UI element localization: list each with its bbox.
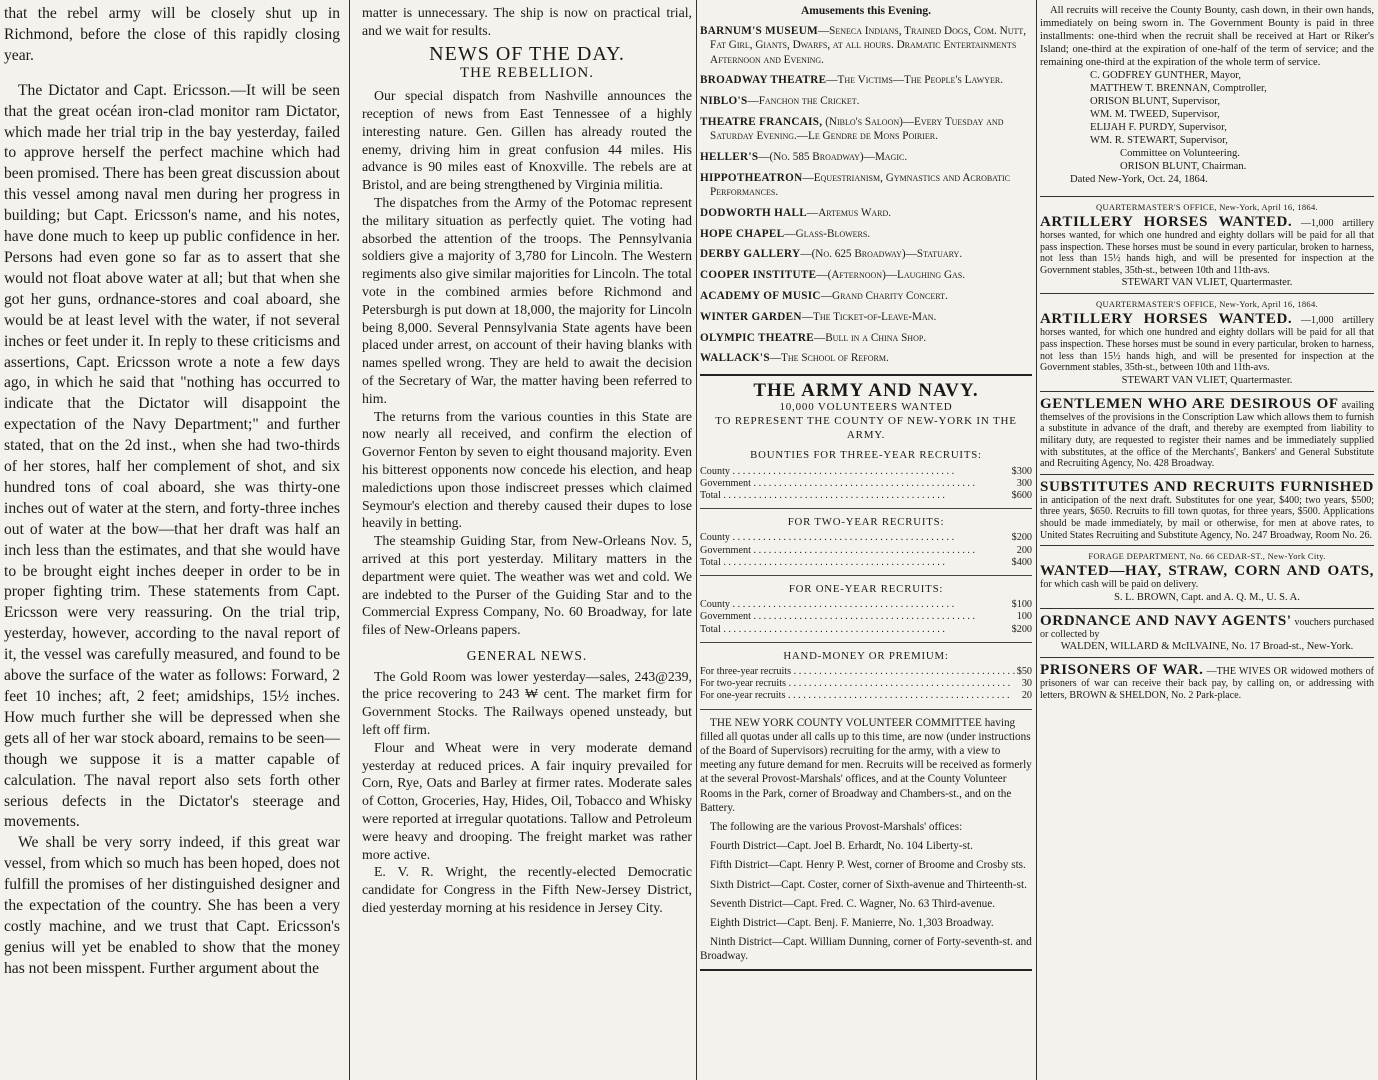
ad-title: WANTED—HAY, STRAW, CORN AND OATS, bbox=[1040, 563, 1374, 580]
bounty-row bbox=[700, 690, 1032, 702]
ad-signature: WALDEN, WILLARD & McILVAINE, No. 17 Broad-st., New-York. bbox=[1060, 641, 1354, 653]
army-navy-subtitle: 10,000 VOLUNTEERS WANTED bbox=[779, 400, 953, 413]
ad-body bbox=[1040, 563, 1374, 591]
amusement-listing bbox=[700, 94, 1032, 108]
bounty-row bbox=[700, 478, 1032, 490]
bounty-row bbox=[700, 490, 1032, 502]
ad-title: PRISONERS OF WAR. bbox=[1040, 662, 1204, 679]
army-navy-body bbox=[700, 716, 1032, 964]
bounty-amount: $200 bbox=[1011, 623, 1032, 635]
advertisement bbox=[1040, 608, 1374, 658]
amusement-venue: BARNUM'S MUSEUM bbox=[700, 25, 818, 38]
bounty-amount: $50 bbox=[1016, 666, 1032, 678]
signatory: C. GODFREY GUNTHER, Mayor, bbox=[1090, 70, 1242, 81]
amusement-listing bbox=[700, 268, 1032, 282]
editorial-column bbox=[4, 4, 340, 1078]
bounty-amount: $600 bbox=[1011, 490, 1032, 501]
bounty-amount: 20 bbox=[1021, 690, 1032, 702]
ad-text: availing themselves of the provisions in the Conscription Law which allows them to furnish a substitute in advance of the draft, and thereby are exempted from liability to military duty, are requested to register their names and be immediately supplied with substitutes, at the office of the Merchants', Bankers' and General Substitute and Recruiting Agency, No. 428 Broadway. bbox=[1040, 399, 1375, 470]
amusement-venue: OLYMPIC THEATRE bbox=[700, 331, 815, 344]
amusement-detail: —The Ticket-of-Leave-Man. bbox=[801, 310, 937, 323]
editorial-paragraph: The Dictator and Capt. Ericsson.—It will be seen that the great océan iron-clad monitor ram Dictator, which made her trial trip in the bay yesterday, failed to approve herself the perfect machine which had been promised. There has been great discussion about this vessel among naval men during her progress in building; but Capt. Ericsson's name, and his notes, have done much to keep up public confidence in her. Persons had even gone so far as to assert that she would not float above water at all; but that when she got her guns, ordnance-stores and coal aboard, she would be at least level with the water, if not several inches or feet under it. In reply to these criticisms and assertions, Capt. Ericsson wrote a note a few days ago, in which he said that "nothing has occurred to indicate that the Dictator will disappoint the expectation of the Navy Department;" and further stated, that on the 2d inst., when she had two-thirds of her stores, half her complement of shot, and six hundred tons of coal aboard, she was thirty-one inches out of water at the stern, and forty-three inches out of water at the bow—that her draft was half an inch less than the estimates, and that she would have to be brought eight inches deeper in order to be in proper fighting trim. These statements from Capt. Ericsson were very reassuring. On the trial trip, yesterday, however, according to the naval report of it, the vessel was carefully measured, and found to be above the surface of the water as follows: Forward, 2 feet 10 inches; aft, 2 feet; amidships, 15½ inches. How much further she will be depressed when she gets all of her war stock aboard, remains to be seen—though we suppose it is a matter capable of calculation. The naval report also sets forth other serious defects in the Dictator's steerage and movements. bbox=[4, 81, 341, 831]
bounty-row bbox=[700, 611, 1032, 623]
bounty-label: Government . . . . . . . . . . . . . . . . . . . . . . . . . . . . . . . . . . . . . . . . . . . . bbox=[700, 544, 976, 556]
ad-body bbox=[1040, 214, 1374, 276]
amusement-listing bbox=[700, 171, 1032, 199]
amusement-venue: DODWORTH HALL bbox=[700, 206, 808, 219]
bounty-row bbox=[700, 599, 1032, 611]
amusement-listing bbox=[700, 73, 1032, 87]
news-subheading: THE REBELLION. bbox=[460, 65, 594, 82]
amusements-army-column bbox=[700, 4, 1032, 1078]
bounty-heading: FOR ONE-YEAR RECRUITS: bbox=[788, 583, 944, 596]
bounty-label: Government . . . . . . . . . . . . . . . . . . . . . . . . . . . . . . . . . . . . . . . . . . . . bbox=[700, 477, 976, 489]
news-column bbox=[362, 4, 692, 1078]
army-paragraph: Eighth District—Capt. Benj. F. Manierre, No. 1,303 Broadway. bbox=[710, 917, 994, 930]
bounty-amount: $100 bbox=[1011, 599, 1032, 611]
amusement-detail: —Artemus Ward. bbox=[807, 206, 892, 219]
amusements-title: Amusements this Evening. bbox=[800, 5, 932, 17]
army-navy-section bbox=[700, 374, 1032, 971]
amusement-venue: BROADWAY THEATRE bbox=[700, 74, 827, 87]
news-heading: NEWS OF THE DAY. bbox=[429, 42, 625, 65]
amusement-venue: THEATRE FRANCAIS, bbox=[700, 116, 823, 128]
bounty-label: Total . . . . . . . . . . . . . . . . . . . . . . . . . . . . . . . . . . . . . . . . . . . . bbox=[700, 623, 945, 635]
signatory: WM. R. STEWART, Supervisor, bbox=[1090, 135, 1228, 146]
column-rule bbox=[1036, 0, 1037, 1080]
advertisement bbox=[1040, 391, 1374, 474]
news-paragraph: The Gold Room was lower yesterday—sales, 243@239, the price recovering to 243 ₩ cent. The market firm for Government Stocks. The Railways opened unsteady, but left off firm. bbox=[362, 668, 692, 738]
amusement-detail: —Glass-Blowers. bbox=[784, 227, 871, 240]
ad-signature: STEWART VAN VLIET, Quartermaster. bbox=[1121, 374, 1293, 386]
column-rule bbox=[349, 0, 350, 1080]
news-paragraph: The returns from the various counties in this State are now nearly all received, and confirm the election of Governor Fenton by seven to eight thousand majority. Even his bitterest opponents now concede his election, and heap maledictions upon those indiscreet presses which claimed Seymour's election and thereby caused their dupes to lose heavily in betting. bbox=[362, 408, 692, 531]
amusement-venue: HIPPOTHEATRON bbox=[700, 171, 803, 184]
bounty-row bbox=[700, 557, 1032, 569]
amusement-venue: HOPE CHAPEL bbox=[700, 227, 785, 240]
ad-body bbox=[1040, 662, 1374, 701]
ad-office-line: QUARTERMASTER'S OFFICE, New-York, April 16, 1864. bbox=[1096, 299, 1318, 310]
bounty-tables bbox=[700, 448, 1032, 709]
bounty-heading: FOR TWO-YEAR RECRUITS: bbox=[787, 516, 945, 529]
ad-signature: S. L. BROWN, Capt. and A. Q. M., U. S. A. bbox=[1114, 591, 1300, 603]
army-navy-subtitle: TO REPRESENT THE COUNTY OF NEW-YORK IN THE ARMY. bbox=[715, 414, 1017, 442]
amusement-detail: —(No. 585 Broadway)—Magic. bbox=[758, 151, 908, 163]
amusement-venue: ACADEMY OF MUSIC bbox=[700, 289, 821, 302]
amusement-detail: —Equestrianism, Gymnastics and Acrobatic Performances. bbox=[710, 171, 1010, 198]
news-paragraph: Our special dispatch from Nashville announces the reception of news from East Tennessee of a highly interesting nature. Gen. Gillen has already routed the enemy, driving him in great confusion 44 miles. His advance is 90 miles east of Knoxville. The rebels are at Bristol, and are being strengthened by Virginia militia. bbox=[362, 88, 692, 193]
amusement-listing bbox=[700, 150, 1032, 164]
ad-text: —1,000 artillery horses wanted, for which one hundred and eighty dollars will be paid for all that pass inspection. These horses must be sound in every particular, broken to harness, not less than 15½ hands high, and will be presented for inspection at the Government stables, 35th-st., between 10th and 11th-avs. bbox=[1040, 218, 1374, 276]
ad-text: —THE WIVES OR widowed mothers of prisoners of war can receive their back pay, by calling on, or addressing with letters, BROWN & SHELDON, No. 2 Park-place. bbox=[1040, 666, 1374, 701]
amusement-venue: DERBY GALLERY bbox=[700, 248, 801, 261]
bounty-amount: $400 bbox=[1011, 556, 1032, 568]
ad-body bbox=[1040, 396, 1374, 470]
amusement-listing bbox=[700, 351, 1032, 365]
amusement-detail: (Niblo's Saloon)—Every Tuesday and Saturday Evening.—Le Gendre de Mons Poirier. bbox=[710, 116, 1004, 143]
army-paragraph: Ninth District—Capt. William Dunning, corner of Forty-seventh-st. and Broadway. bbox=[700, 936, 1032, 963]
bounty-row bbox=[700, 532, 1032, 544]
amusement-venue: COOPER INSTITUTE bbox=[700, 269, 817, 282]
signatory: MATTHEW T. BRENNAN, Comptroller, bbox=[1090, 83, 1267, 94]
notice-date: Dated New-York, Oct. 24, 1864. bbox=[1070, 174, 1208, 185]
signatory: ORISON BLUNT, Chairman. bbox=[1120, 161, 1247, 172]
advertisement bbox=[1040, 474, 1374, 545]
army-navy-title: THE ARMY AND NAVY. bbox=[753, 379, 979, 401]
amusement-listing bbox=[700, 310, 1032, 324]
general-news-heading: GENERAL NEWS. bbox=[466, 647, 588, 663]
amusement-detail: —(No. 625 Broadway)—Statuary. bbox=[800, 248, 963, 261]
bounty-label: For two-year recruits . . . . . . . . . . . . . . . . . . . . . . . . . . . . . . . . . . . . . . . . . . . . bbox=[700, 678, 1011, 690]
column-rule bbox=[696, 0, 697, 1080]
ad-text: in anticipation of the next draft. Substitutes for one year, $400; two years, $500; three years, $650. Recruits to fill town quotas, for three years, $500. Applications should be made immediately, by mail or otherwise, for men at above rates, to United States Recruiting and Substitute Agency, No. 247 Broadway, Room No. 26. bbox=[1040, 494, 1374, 541]
amusement-listing bbox=[700, 247, 1032, 261]
amusement-venue: HELLER'S bbox=[700, 151, 759, 163]
ad-text: —1,000 artillery horses wanted, for which one hundred and eighty dollars will be paid for all that pass inspection. These horses must be sound in every particular, broken to harness, not less than 15½ hands high, and will be presented for inspection at the Government stables, 35th-st., between 10th and 11th-avs. bbox=[1040, 315, 1374, 374]
bounty-divider bbox=[700, 709, 1032, 710]
army-paragraph: The following are the various Provost-Marshals' offices: bbox=[710, 821, 963, 834]
army-paragraph: Fourth District—Capt. Joel B. Erhardt, No. 104 Liberty-st. bbox=[710, 840, 973, 853]
bounty-label: Total . . . . . . . . . . . . . . . . . . . . . . . . . . . . . . . . . . . . . . . . . . . . bbox=[700, 490, 945, 501]
bounty-divider bbox=[700, 642, 1032, 643]
bounty-amount: $200 bbox=[1011, 532, 1032, 544]
news-lead: matter is unnecessary. The ship is now on practical trial, and we wait for results. bbox=[362, 5, 692, 38]
ad-text: vouchers purchased or collected by bbox=[1040, 616, 1375, 640]
amusement-detail: —The Victims—The People's Lawyer. bbox=[826, 74, 1003, 87]
amusement-listing bbox=[700, 289, 1032, 303]
ad-title: GENTLEMEN WHO ARE DESIROUS OF bbox=[1040, 395, 1339, 412]
amusement-venue: WINTER GARDEN bbox=[700, 310, 802, 323]
editorial-paragraph: that the rebel army will be closely shut up in Richmond, before the close of this rapidly closing year. bbox=[4, 5, 340, 64]
bounty-label: Total . . . . . . . . . . . . . . . . . . . . . . . . . . . . . . . . . . . . . . . . . . . . bbox=[700, 556, 945, 568]
bounty-label: Government . . . . . . . . . . . . . . . . . . . . . . . . . . . . . . . . . . . . . . . . . . . . bbox=[700, 611, 976, 623]
signatory-list bbox=[1040, 69, 1374, 173]
bounty-amount: 100 bbox=[1016, 611, 1032, 623]
bounty-heading: BOUNTIES FOR THREE-YEAR RECRUITS: bbox=[750, 449, 982, 462]
amusements-list bbox=[700, 24, 1032, 365]
amusement-listing bbox=[700, 227, 1032, 241]
recruit-notice bbox=[1040, 4, 1374, 186]
amusement-listing bbox=[700, 115, 1032, 143]
ad-title: ORDNANCE AND NAVY AGENTS' bbox=[1040, 612, 1292, 629]
bounty-amount: $300 bbox=[1011, 465, 1032, 477]
bounty-divider bbox=[700, 575, 1032, 576]
ad-office-line: QUARTERMASTER'S OFFICE, New-York, April 16, 1864. bbox=[1096, 202, 1318, 212]
ad-body bbox=[1040, 311, 1374, 373]
army-paragraph: Fifth District—Capt. Henry P. West, corner of Broome and Crosby sts. bbox=[710, 859, 1026, 872]
signatory: WM. M. TWEED, Supervisor, bbox=[1090, 109, 1220, 120]
amusement-venue: NIBLO'S bbox=[700, 95, 748, 108]
editorial-paragraph: We shall be very sorry indeed, if this great war vessel, from which so much has been hoped, does not fulfill the promises of her distinguished designer and the expectation of the country. She has been a very costly machine, and we trust that Capt. Ericsson's genius will yet be enabled to show that the money has not been misspent. Further argument about the bbox=[4, 834, 340, 977]
bounty-amount: 30 bbox=[1021, 678, 1032, 690]
bounty-row bbox=[700, 545, 1032, 557]
advertisement bbox=[1040, 545, 1374, 608]
ad-title: ARTILLERY HORSES WANTED. bbox=[1040, 311, 1293, 328]
army-paragraph: THE NEW YORK COUNTY VOLUNTEER COMMITTEE having filled all quotas under all calls up to this time, are now (under instructions of the Board of Supervisors) recruiting for the army, with a view to meeting any future demand for men. Recruits will be received as formerly at the several Provost-Marshals' offices, and at the County Volunteer Rooms in the Park, corner of Broadway and Chambers-st., and on the Battery. bbox=[700, 716, 1032, 814]
bounty-heading: HAND-MONEY OR PREMIUM: bbox=[783, 649, 949, 662]
advertisement bbox=[1040, 657, 1374, 705]
bounty-amount: 200 bbox=[1016, 544, 1032, 556]
amusement-detail: —(Afternoon)—Laughing Gas. bbox=[816, 269, 966, 282]
bounty-row bbox=[700, 678, 1032, 690]
news-paragraph: E. V. R. Wright, the recently-elected Democratic candidate for Congress in the Fifth New-Jersey District, died yesterday morning at his residence in Jersey City. bbox=[362, 864, 692, 916]
bounty-label: For one-year recruits . . . . . . . . . . . . . . . . . . . . . . . . . . . . . . . . . . . . . . . . . . . . bbox=[700, 690, 1010, 702]
bounty-label: For three-year recruits . . . . . . . . . . . . . . . . . . . . . . . . . . . . . . . . . . . . . . . . . . . . bbox=[700, 666, 1016, 678]
bounty-amount: 300 bbox=[1016, 477, 1032, 489]
army-paragraph: Seventh District—Capt. Fred. C. Wagner, No. 63 Third-avenue. bbox=[710, 897, 996, 910]
amusement-detail: —Seneca Indians, Trained Dogs, Com. Nutt, Fat Girl, Giants, Dwarfs, at all hours. Dramatic Entertainments Afternoon and Evening. bbox=[710, 25, 1027, 66]
bounty-row bbox=[700, 624, 1032, 636]
army-paragraph: Sixth District—Capt. Coster, corner of Sixth-avenue and Thirteenth-st. bbox=[710, 878, 1027, 891]
advertisements-column bbox=[1040, 4, 1375, 701]
signatory: ELIJAH F. PURDY, Supervisor, bbox=[1090, 122, 1227, 133]
amusement-venue: WALLACK'S bbox=[700, 352, 770, 365]
ad-signature: STEWART VAN VLIET, Quartermaster. bbox=[1121, 277, 1293, 289]
ad-office-line: FORAGE DEPARTMENT, No. 66 CEDAR-ST., New-York City. bbox=[1088, 551, 1326, 562]
amusement-listing bbox=[700, 24, 1032, 67]
advertisement bbox=[1040, 293, 1374, 390]
ad-text: for which cash will be paid on delivery. bbox=[1040, 579, 1199, 591]
advertisement bbox=[1040, 196, 1374, 293]
amusement-detail: —The School of Reform. bbox=[769, 352, 889, 365]
ad-body bbox=[1040, 479, 1374, 541]
bounty-divider bbox=[700, 508, 1032, 509]
ad-body bbox=[1040, 613, 1374, 641]
bounty-row bbox=[700, 466, 1032, 478]
amusement-detail: —Fanchon the Cricket. bbox=[747, 95, 860, 108]
news-paragraph: Flour and Wheat were in very moderate demand yesterday at reduced prices. A fair inquiry prevailed for Corn, Rye, Oats and Barley at firmer rates. Moderate sales of Cotton, Groceries, Hay, Hides, Oil, Tobacco and Whisky were reported at irregular quotations. Tallow and Petroleum were heavy and drooping. The freight market was rather more active. bbox=[362, 739, 692, 862]
amusement-listing bbox=[700, 331, 1032, 345]
advertisement-list bbox=[1040, 196, 1374, 705]
signatory: Committee on Volunteering. bbox=[1120, 148, 1240, 159]
bounty-label: County . . . . . . . . . . . . . . . . . . . . . . . . . . . . . . . . . . . . . . . . . . . . bbox=[700, 532, 955, 544]
news-paragraph: The steamship Guiding Star, from New-Orleans Nov. 5, arrived at this port yesterday. Military matters in the department were quiet. The weather was wet and cold. We are indebted to the Purser of the Guiding Star and to the Commercial Express Company, No. 60 Broadway, for late files of New-Orleans papers. bbox=[362, 533, 692, 638]
bounty-label: County . . . . . . . . . . . . . . . . . . . . . . . . . . . . . . . . . . . . . . . . . . . . bbox=[700, 465, 955, 477]
ad-title: ARTILLERY HORSES WANTED. bbox=[1040, 214, 1293, 230]
amusement-detail: —Grand Charity Concert. bbox=[820, 289, 948, 302]
notice-text: All recruits will receive the County Bounty, cash down, in their own hands, immediately on being sworn in. The Government Bounty is paid in three installments: one-third when the recruit shall be received at Hart or Riker's Island; one-third at the expiration of one-half of the term of service; and the remaining one-third at the expiration of the whole term of service. bbox=[1040, 5, 1374, 68]
bounty-row bbox=[700, 666, 1032, 678]
amusement-listing bbox=[700, 206, 1032, 220]
bounty-label: County . . . . . . . . . . . . . . . . . . . . . . . . . . . . . . . . . . . . . . . . . . . . bbox=[700, 599, 955, 611]
ad-title: SUBSTITUTES AND RECRUITS FURNISHED bbox=[1040, 478, 1374, 495]
news-paragraph: The dispatches from the Army of the Potomac represent the military situation as perfectly quiet. The voting had absorbed the attention of the troops. The Pennsylvania soldiers give a majority of 3,780 for Lincoln. The Western regiments also give similar majorities for Lincoln. The total vote in the combined armies before Richmond and Petersburgh is put down at 18,000, the majority for Lincoln being 8,000. Several Pennsylvania State agents have been placed under arrest, on account of their having blanks with names spelled wrong. They are held to await the decision of the Secretary of War, the matter having been referred to him. bbox=[362, 194, 692, 406]
signatory: ORISON BLUNT, Supervisor, bbox=[1090, 96, 1221, 107]
amusement-detail: —Bull in a China Shop. bbox=[814, 331, 927, 344]
